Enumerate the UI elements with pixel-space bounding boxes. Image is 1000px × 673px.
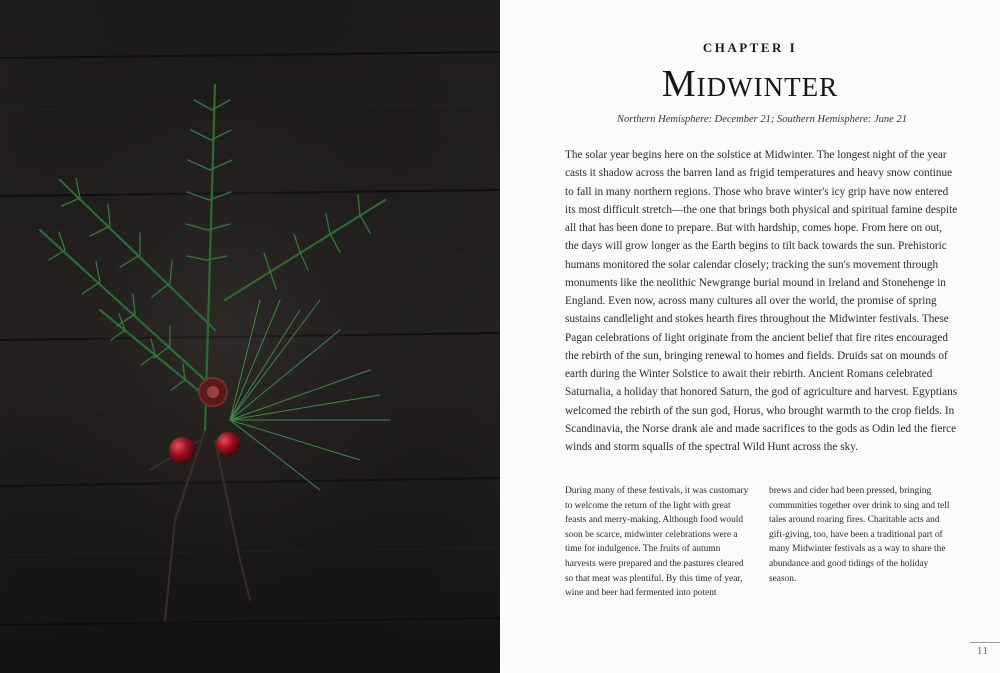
text-page xyxy=(500,0,1000,673)
column-left-text: During many of these festivals, it was customary to welcome the return of the light with great feasts and merry-making. Although food would soon be scarce, midwinter celebrations were a time for indulgence. The fruits of autumn harvests were prepared and the pastures cleared so that meat was plentiful. By this time of year, wine and beer had fermented into potent xyxy=(565,486,749,599)
chapter-label: CHAPTER I xyxy=(702,40,798,55)
chapter-subtitle: Northern Hemisphere: December 21; Southern Hemisphere: June 21 xyxy=(617,114,907,125)
column-right-text: brews and cider had been pressed, bringing communities together over drink to sing and tell tales around roaring fires. Charitable acts and gift-giving, too, have been a traditional part of many Midwinter festivals as a way to share the abundance and good tidings of the holiday season. xyxy=(769,486,950,584)
page-number: 11 xyxy=(977,646,989,657)
page-number-rule xyxy=(970,642,1000,643)
chapter-title: Midwinter xyxy=(661,63,839,105)
body-paragraph: The solar year begins here on the solstice at Midwinter. The longest night of the year casts it shadow across the barren land as frigid temperatures and heavy snow continue to fall in many northern regions. Those who brave winter's icy grip have now entered its most difficult stretch—the one that brings both physical and spiritual famine despite all that has been done to prepare. But with hardship, comes hope. From here on out, the days will grow longer as the Earth begins to tilt back towards the sun. Prehistoric humans monitored the solar calendar closely; tracking the sun's movement through monuments like the neolithic Newgrange burial mound in Ireland and Stonehenge in England. Even now, across many cultures all over the world, the promise of spring sustains candlelight and stokes hearth fires throughout the Midwinter festivals. These Pagan celebrations of light originate from the ancient belief that fire rites encouraged the rebirth of the sun, bringing renewal to homes and fields. Druids sat on mounds of earth during the Winter Solstice to await their rebirth. Ancient Romans celebrated Saturnalia, a holiday that honored Saturn, the god of agriculture and harvest. Egyptians welcomed the rebirth of the sun god, Horus, who brought warmth to the crop fields. In Scandinavia, the Norse drank ale and made sacrifices to the gods as Odin led the fierce winds and storm squalls of the spectral Wild Hunt across the sky. xyxy=(565,149,958,453)
